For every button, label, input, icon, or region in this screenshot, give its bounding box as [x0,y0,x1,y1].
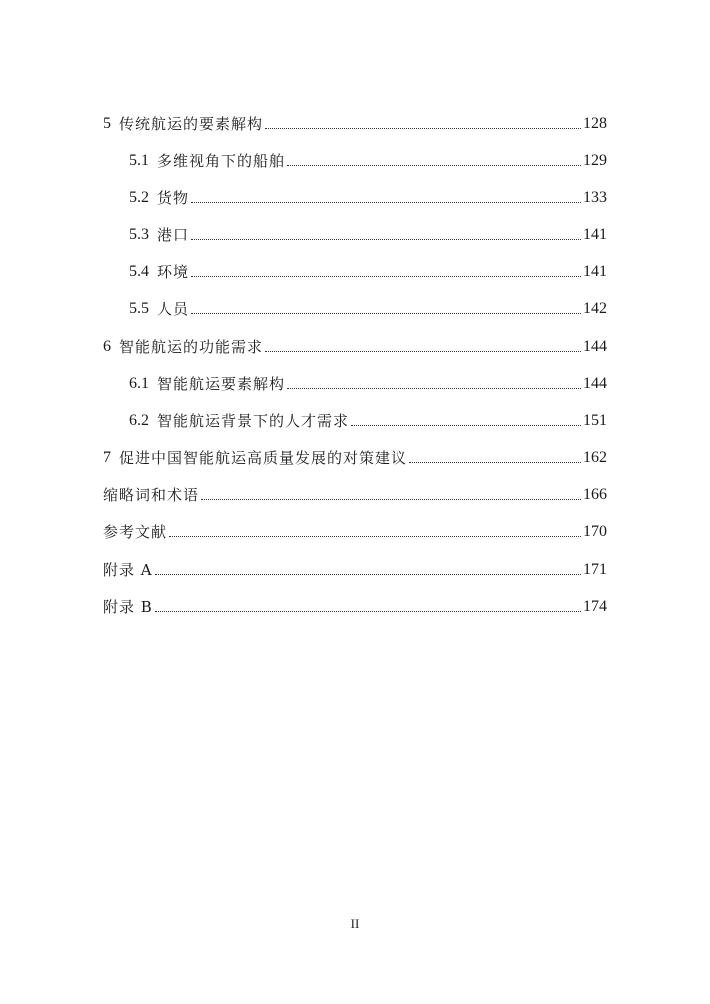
dot-leader [351,424,581,426]
toc-entry-6-2[interactable] [129,407,607,431]
toc-entry-title: 传统航运的要素解构 [119,115,264,133]
dot-leader [287,164,581,166]
toc-entry-title: 人员 [157,300,190,318]
dot-leader [409,461,581,463]
toc-entry-title: 促进中国智能航运高质量发展的对策建议 [119,449,408,467]
toc-entry-number: 6.2 [129,412,149,429]
toc-entry-title: 附录 A [103,561,153,579]
dot-leader [191,201,581,203]
dot-leader [191,312,581,314]
toc-entry-title: 智能航运要素解构 [157,375,286,393]
toc-entry-title: 参考文献 [103,523,168,541]
toc-entry-page: 141 [583,263,607,280]
toc-entry-page: 174 [583,598,607,615]
toc-entry-number: 5.3 [129,226,149,243]
toc-entry-appendix-b[interactable] [103,593,607,617]
toc-entry-title: 环境 [157,263,190,281]
toc-entry-page: 170 [583,523,607,540]
toc-entry-title: 港口 [157,226,190,244]
toc-entry-number: 7 [103,449,111,466]
toc-entry-title: 缩略词和术语 [103,486,200,504]
toc-entry-title: 货物 [157,189,190,207]
dot-leader [155,573,581,575]
dot-leader [265,127,581,129]
toc-entry-page: 129 [583,152,607,169]
toc-entry-page: 166 [583,486,607,503]
dot-leader [169,535,581,537]
toc-entry-appendix-a[interactable] [103,556,607,580]
dot-leader [191,275,581,277]
toc-entry-title: 智能航运背景下的人才需求 [157,412,350,430]
dot-leader [201,498,581,500]
toc-entry-number: 5.4 [129,263,149,280]
toc-entry-page: 144 [583,375,607,392]
toc-entry-page: 144 [583,338,607,355]
toc-entry-page: 141 [583,226,607,243]
toc-entry-6-1[interactable] [129,370,607,394]
toc-entry-title: 智能航运的功能需求 [119,338,264,356]
toc-entry-5-2[interactable] [129,184,607,208]
toc-entry-page: 162 [583,449,607,466]
toc-entry-number: 5.1 [129,152,149,169]
dot-leader [265,350,581,352]
toc-entry-6[interactable] [103,333,607,357]
toc-entry-5-4[interactable] [129,258,607,282]
toc-entry-page: 171 [583,561,607,578]
toc-entry-5-3[interactable] [129,221,607,245]
toc-entry-5-5[interactable] [129,295,607,319]
page-number: II [350,916,360,931]
toc-entry-5[interactable] [103,110,607,134]
toc-entry-page: 142 [583,300,607,317]
toc-entry-title: 多维视角下的船舶 [157,152,286,170]
toc-entry-7[interactable] [103,444,607,468]
toc-entry-title: 附录 B [103,598,153,616]
toc-entry-number: 5.5 [129,300,149,317]
toc-entry-number: 5 [103,115,111,132]
dot-leader [191,238,581,240]
toc-entry-number: 6 [103,338,111,355]
dot-leader [287,387,581,389]
toc-entry-references[interactable] [103,518,607,542]
toc-entry-page: 151 [583,412,607,429]
toc-entry-number: 5.2 [129,189,149,206]
dot-leader [155,610,581,612]
toc-entry-abbreviations[interactable] [103,481,607,505]
toc-entry-page: 133 [583,189,607,206]
toc-entry-page: 128 [583,115,607,132]
toc-entry-number: 6.1 [129,375,149,392]
toc-entry-5-1[interactable] [129,147,607,171]
